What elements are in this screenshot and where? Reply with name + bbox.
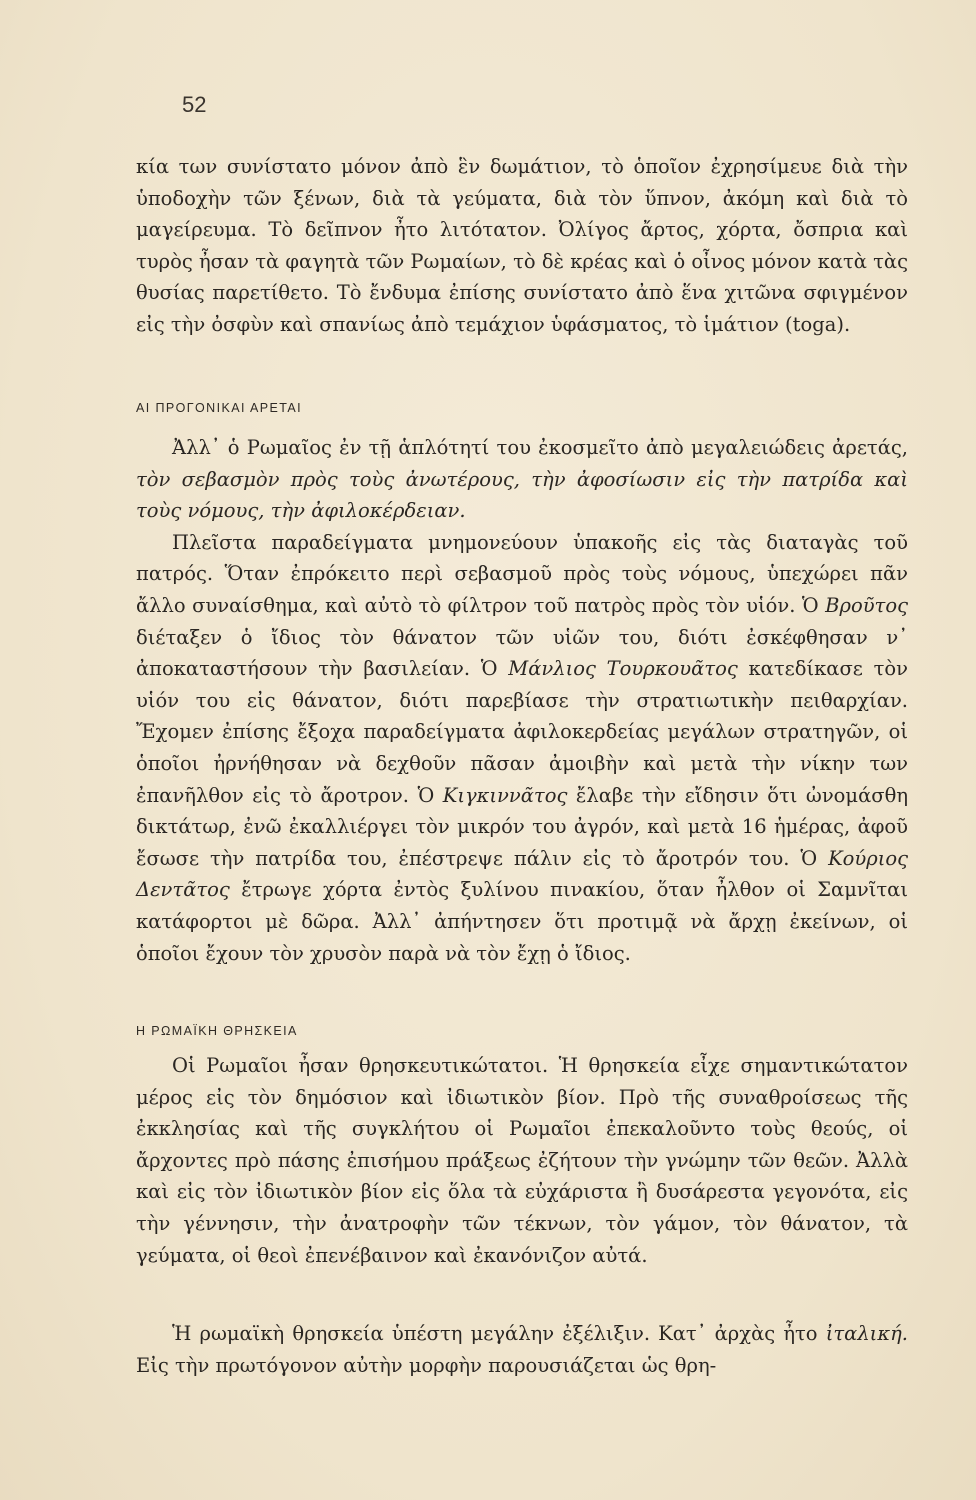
- religion-paragraph-2: [136, 1318, 908, 1381]
- virtues-p2-text-a: Πλεῖστα παραδείγματα μνημονεύουν ὑπακοῆς εἰς τὰς διαταγὰς τοῦ πατρός. Ὅταν ἐπρόκειτο περὶ σεβασμοῦ πρὸς τοὺς νόμους, ὑπεχώρει πᾶν ἄλλο συναίσθημα, καὶ αὐτὸ τὸ φίλτρον τοῦ πατρὸς πρὸς τὸν υἱόν. Ὁ: [136, 530, 908, 617]
- virtues-p2-text-d: ἔλαβε τὴν εἴδησιν ὅτι ὠνομάσθη δικτάτωρ, ἐνῶ ἐκαλλιέργει τὸν μικρόν του ἀγρόν, καὶ μετὰ 16 ἡμέρας, ἀφοῦ ἔσωσε τὴν πατρίδα του, ἐπέστρεψε πάλιν εἰς τὸ ἄροτρόν του. Ὁ: [136, 783, 908, 870]
- virtues-p1-text: Ἀλλ᾽ ὁ Ρωμαῖος ἐν τῇ ἁπλότητί του ἐκοσμεῖτο ἀπὸ μεγαλειώδεις ἀρετάς,: [172, 436, 908, 459]
- intro-paragraph-block: [136, 151, 908, 341]
- virtues-paragraph-1: [136, 432, 908, 527]
- roman-religion-text-continued: [136, 1318, 908, 1381]
- virtues-p2-text-c: κατεδίκασε τὸν υἱόν του εἰς θάνατον, διότι παρεβίασε τὴν στρατιωτικὴν πειθαρχίαν. Ἔχομεν ἐπίσης ἔξοχα παραδείγματα ἀφιλοκερδείας μεγάλων στρατηγῶν, οἱ ὁποῖοι ἠρνήθησαν νὰ δεχθοῦν πᾶσαν ἀμοιβὴν καὶ μετὰ τὴν νίκην των ἐπανῆλθον εἰς τὸ ἄροτρον. Ὁ: [136, 657, 908, 807]
- virtues-p2-text-b: διέταξεν ὁ ἴδιος τὸν θάνατον τῶν υἱῶν του, διότι ἐσκέφθησαν ν᾽ ἀποκαταστήσουν τὴν βασιλείαν. Ὁ: [136, 625, 908, 681]
- intro-paragraph: κία των συνίστατο μόνον ἀπὸ ἓν δωμάτιον, τὸ ὁποῖον ἐχρησίμευε διὰ τὴν ὑποδοχὴν τῶν ξένων, διὰ τὰ γεύματα, διὰ τὸν ὕπνον, ἀκόμη καὶ διὰ τὸ μαγείρευμα. Τὸ δεῖπνον ἦτο λιτότατον. Ὀλίγος ἄρτος, χόρτα, ὄσπρια καὶ τυρὸς ἦσαν τὰ φαγητὰ τῶν Ρωμαίων, τὸ δὲ κρέας καὶ ὁ οἶνος μόνον κατὰ τὰς θυσίας παρετίθετο. Τὸ ἔνδυμα ἐπίσης συνίστατο ἀπὸ ἕνα χιτῶνα σφιγμένον εἰς τὴν ὀσφὺν καὶ σπανίως ἀπὸ τεμάχιον ὑφάσματος, τὸ ἱμάτιον (toga).: [136, 155, 908, 336]
- virtues-p2-text-e: ἔτρωγε χόρτα ἐντὸς ξυλίνου πινακίου, ὅταν ἦλθον οἱ Σαμνῖται κατάφορτοι μὲ δῶρα. Ἀλλ᾽ ἀπήντησεν ὅτι προτιμᾷ νὰ ἄρχῃ ἐκείνων, οἱ ὁποῖοι ἔχουν τὸν χρυσὸν παρὰ νὰ τὸν ἔχῃ ὁ ἴδιος.: [136, 878, 908, 965]
- name-curius-dentatus: Κούριος Δεντᾶτος: [136, 846, 908, 902]
- name-manlius-torquatus: Μάνλιος Τουρκουᾶτος: [508, 657, 738, 681]
- virtues-p1-italic: τὸν σεβασμὸν πρὸς τοὺς ἀνωτέρους, τὴν ἀφοσίωσιν εἰς τὴν πατρίδα καὶ τοὺς νόμους, τὴν ἀφιλοκέρδειαν.: [136, 467, 908, 523]
- name-brutus: Βροῦτος: [825, 593, 908, 617]
- religion-p2-text-b: Εἰς τὴν πρωτόγονον αὐτὴν μορφὴν παρουσιάζεται ὡς θρη-: [136, 1353, 717, 1377]
- name-cincinnatus: Κιγκιννᾶτος: [442, 783, 568, 807]
- page-number: 52: [182, 92, 207, 117]
- virtues-paragraph-2: [136, 527, 908, 969]
- religion-paragraph-1: Οἱ Ρωμαῖοι ἦσαν θρησκευτικώτατοι. Ἡ θρησκεία εἶχε σημαντικώτατον μέρος εἰς τὸν δημόσιον καὶ ἰδιωτικὸν βίον. Πρὸ τῆς συναθροίσεως τῆς ἐκκλησίας καὶ τῆς συγκλήτου οἱ Ρωμαῖοι ἐπεκαλοῦντο τοὺς θεούς, οἱ ἄρχοντες πρὸ πάσης ἐπισήμου πράξεως ἐζήτουν τὴν γνώμην τῶν θεῶν. Ἀλλὰ καὶ εἰς τὸν ἰδιωτικὸν βίον εἰς ὅλα τὰ εὐχάριστα ἢ δυσάρεστα γεγονότα, εἰς τὴν γέννησιν, τὴν ἀνατροφὴν τῶν τέκνων, τὸν γάμον, τὸν θάνατον, τὰ γεύματα, οἱ θεοὶ ἐπενέβαινον καὶ ἐκανόνιζον αὐτά.: [136, 1054, 908, 1267]
- roman-religion-text: [136, 1050, 908, 1271]
- religion-p2-text-a: Ἡ ρωμαϊκὴ θρησκεία ὑπέστη μεγάλην ἐξέλιξιν. Κατ᾽ ἀρχὰς ἦτο: [172, 1322, 826, 1345]
- section-heading-ancestral-virtues: ΑΙ ΠΡΟΓΟΝΙΚΑΙ ΑΡΕΤΑΙ: [136, 401, 302, 415]
- religion-p2-italic: ἰταλική.: [825, 1322, 908, 1345]
- ancestral-virtues-text: [136, 432, 908, 969]
- section-heading-roman-religion: Η ΡΩΜΑΪΚΗ ΘΡΗΣΚΕΙΑ: [136, 1024, 298, 1038]
